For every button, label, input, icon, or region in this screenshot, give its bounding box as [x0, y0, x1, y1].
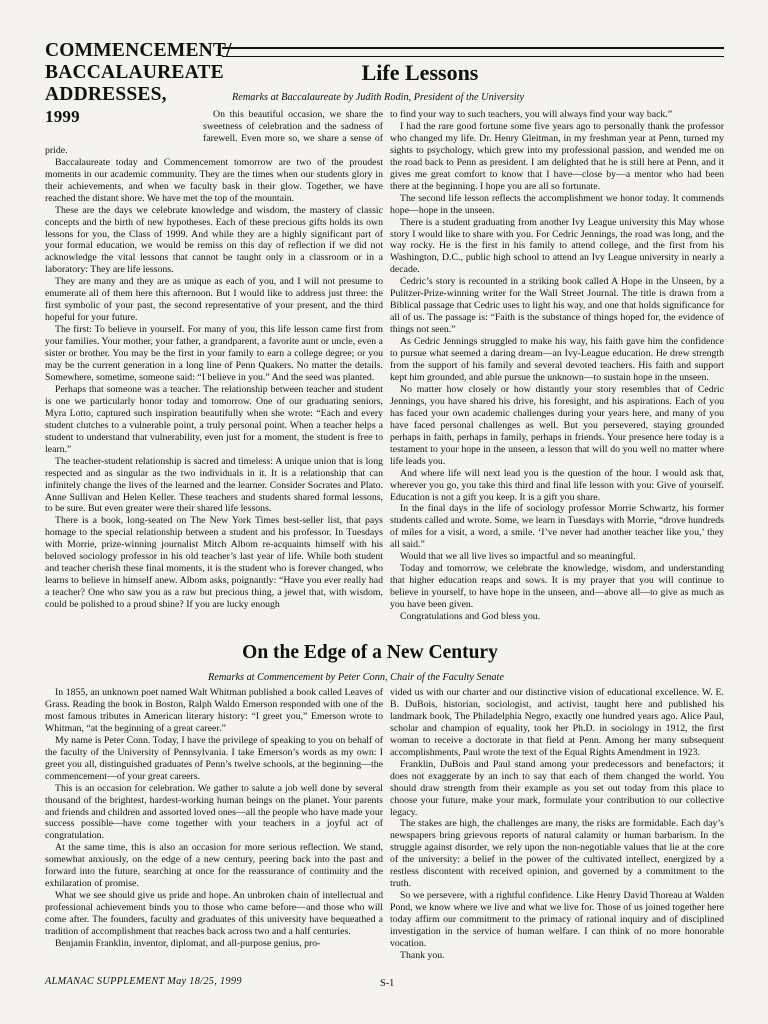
paragraph: Perhaps that someone was a teacher. The relationship between teacher and student is one we particularly honor today and tomorrow. One of our graduating seniors, Myra Lotto, captured such inspiration beautifully when she wrote: “Each and every student clutches to a vulnerable point, a truly personal point. When a teacher helps a student to understand that vulnerability, even just for a moment, the student is free to learn.”: [45, 383, 383, 455]
footer-page-number: S-1: [380, 978, 395, 989]
paragraph: Would that we all live lives so impactful and so meaningful.: [400, 551, 636, 563]
article1-column2: [390, 109, 724, 633]
paragraph: On this beautiful occasion, we share the sweetness of celebration and the sadness of farewell. Even more so, we share a sense of pride.: [45, 109, 383, 156]
paragraph: Benjamin Franklin, inventor, diplomat, and all-purpose genius, pro-: [55, 938, 321, 950]
article2-column2: [390, 687, 724, 967]
section-heading-line3: ADDRESSES,: [45, 84, 167, 105]
section-heading-line2: BACCALAUREATE: [45, 62, 224, 83]
paragraph: The stakes are high, the challenges are many, the risks are formidable. Each day’s newspapers bring grievous reports of natural calamity or human barbarism. In the struggle against disorder, we rely upon the non-negotiable values that lie at the core of the university: a belief in the power of the cultivated intellect, energized by a restless discontent with received opinion, and governed by a commitment to the truth.: [390, 818, 724, 890]
section-heading-line1: COMMENCEMENT/: [45, 40, 232, 61]
paragraph: to find your way to such teachers, you will always find your way back.”: [390, 109, 673, 120]
paragraph: I had the rare good fortune some five years ago to personally thank the professor who changed my life. Dr. Henry Gleitman, in my freshman year at Penn, turned my sights to psychology, which grew into my professional passion, and wended me on the road back to Penn as president. I am delighted that he is still here at Penn, and it gives me great comfort to know that I have—close by—a mentor who had been there at the beginning. I hope you are all so fortunate.: [390, 120, 724, 192]
paragraph: And where life will next lead you is the question of the hour. I would ask that, wherever you go, you take this third and final life lesson with you: Give of yourself. Education is not a gift you keep. It is a gift you share.: [390, 467, 724, 503]
paragraph: Today and tomorrow, we celebrate the knowledge, wisdom, and understanding that higher education reaps and sows. It is my prayer that you will continue to believe in yourself, to have hope in the unseen, and—above all—to give as much as you have been given.: [390, 563, 724, 611]
paragraph: These are the days we celebrate knowledge and wisdom, the mastery of classic concepts and the birth of new hypotheses. Each of these precious gifts holds its own lessons for you, the Class of 1999. And while they are a highly significant part of your formal education, we would be remiss on this day of reflection if we did not acknowledge the vital lessons that cannot be taught only in a classroom or in a laboratory: They are life lessons.: [45, 204, 383, 276]
paragraph: So we persevere, with a rightful confidence. Like Henry David Thoreau at Walden Pond, we know where we live and what we live for. Those of us joined together here today affirm our commitment to the primacy of rational inquiry and of disciplined investigation in the service of human welfare. I can think of no more honorable vocation.: [390, 890, 724, 950]
paragraph: As Cedric Jennings struggled to make his way, his faith gave him the confidence to pursue what seemed a daring dream—an Ivy-League education. He drew strength from the support of his family and several devoted teachers. His faith and support kept him grounded, and able pursue the unknown—to sustain hope in the unseen.: [390, 336, 724, 383]
paragraph: vided us with our charter and our distinctive vision of educational excellence. W. E. B. DuBois, historian, sociologist, and activist, taught here and published his landmark book, The Philadelphia Negro, exactly one hundred years ago. Alice Paul, scholar and champion of equality, took her Ph.D. in sociology in 1912, the first woman to receive a doctorate in that field at Penn. Among her many subsequent accomplishments, Paul wrote the text of the Equal Rights Amendment in 1923.: [390, 687, 724, 758]
paragraph: No matter how closely or how distantly your story resembles that of Cedric Jennings, you have shared his drive, his foresight, and his aspirations. Each of you has faced your own academic challenges during your years here, and many of you have faced personal challenges as well. But you persevered, staying grounded perhaps in faith, perhaps in family, perhaps in friends. Your presence here today is a testament to your hope in the unseen, a lesson that will do you well no matter where life leads you.: [390, 383, 724, 467]
footer-publication: ALMANAC SUPPLEMENT May 18/25, 1999: [45, 976, 242, 987]
heading-rule: [222, 47, 724, 57]
article1-byline: Remarks at Baccalaureate by Judith Rodin, President of the University: [232, 92, 525, 103]
article1-column1: [45, 109, 383, 633]
paragraph: The teacher-student relationship is sacred and timeless: A unique union that is long respected and as singular as the two individuals in it. It is a relationship that can infinitely change the lives of the learned and the learner. Consider Socrates and Plato. Anne Sullivan and Helen Keller. These teachers and students shared formal lessons, to be sure. But even greater were their shared life lessons.: [45, 455, 383, 515]
section-heading-year: 1999: [45, 107, 80, 126]
article1-title: Life Lessons: [361, 60, 479, 85]
article2-column1: [45, 687, 383, 967]
article2-title: On the Edge of a New Century: [242, 642, 498, 663]
paragraph: The first: To believe in yourself. For many of you, this life lesson came first from your families. Your mother, your father, a grandparent, a favorite aunt or uncle, even a sister or brother. You may be the first in your family to earn a college degree; or you may be the current generation in a long line of Penn Quakers. No matter the details. Somewhere, sometime, someone said: “I believe in you.” And the seed was planted.: [45, 324, 383, 383]
paragraph: What we see should give us pride and hope. An unbroken chain of intellectual and professional achievement binds you to those who came before—and those who will come after. The founders, faculty and graduates of this university have bequeathed a tradition of accomplishment that reaches back across two and a half centuries.: [45, 890, 383, 938]
paragraph: Thank you.: [400, 949, 445, 961]
paragraph: They are many and they are as unique as each of you, and I will not presume to enumerate all of them here this afternoon. But I would like to address just three: the first symbolic of your past, the second representative of your present, and the third hopeful for your future.: [45, 276, 383, 324]
paragraph: At the same time, this is also an occasion for more serious reflection. We stand, somewhat anxiously, on the edge of a new century, peering back into the past and forward into the future, searching at once for the reassurance of continuity and the exhilaration of promise.: [45, 842, 383, 890]
paragraph: The second life lesson reflects the accomplishment we honor today. It commends hope—hope in the unseen.: [390, 192, 724, 216]
paragraph: There is a student graduating from another Ivy League university this May whose story I would like to share with you. For Cedric Jennings, the road was long, and the way rocky. He is the first in his family to attend college, and the first from his Washington, D.C., public high school to attend an Ivy League university in nearly a decade.: [390, 216, 724, 276]
paragraph: This is an occasion for celebration. We gather to salute a job well done by several thousand of the brightest, hardest-working human beings on the planet. Your parents and friends and children and assorted loved ones—all the people who have made your success possible—have come together with your teachers in a joyful act of congratulation.: [45, 782, 383, 842]
paragraph: There is a book, long-seated on The New York Times best-seller list, that pays homage to the special relationship between a student and his professor. In Tuesdays with Morrie, prize-winning journalist Mitch Albom re-acquaints himself with his beloved sociology professor in his old teacher’s last year of life. While both student and teacher cherish these final moments, it is the student who is forever changed, who learns to believe in himself anew. Albom asks, poignantly: “Have you ever really had a teacher? One who saw you as a raw but precious thing, a jewel that, with wisdom, could be polished to a proud shine? If you are lucky enough: [45, 515, 383, 611]
paragraph: Congratulations and God bless you.: [400, 611, 541, 623]
paragraph: Franklin, DuBois and Paul stand among your predecessors and benefactors; it does not exaggerate by an inch to say that each of them changed the world. You should draw strength from their example as you set out today from this place to choose your future, make your mark, formulate your contribution to our collective legacy.: [390, 758, 724, 818]
paragraph: Baccalaureate today and Commencement tomorrow are two of the proudest moments in our academic community. They are the times when our students glory in their achievements, and when we faculty bask in their glow. Together, we have reached the distant shore. We have met the top of the mountain.: [45, 156, 383, 204]
paragraph: My name is Peter Conn. Today, I have the privilege of speaking to you on behalf of the faculty of the University of Pennsylvania. I take Emerson’s words as my own: I greet you all, distinguished graduates of Penn’s twelve schools, at the beginning—the commencement—of your great careers.: [45, 734, 383, 782]
paragraph: In the final days in the life of sociology professor Morrie Schwartz, his former students called and wrote. Some, we learn in Tuesdays with Morrie, “drove hundreds of miles for a visit, a word, a smile. ‘I’ve never had another teacher like you,’ they all said.”: [390, 503, 724, 551]
article2-byline: Remarks at Commencement by Peter Conn, Chair of the Faculty Senate: [208, 672, 504, 683]
paragraph: Cedric’s story is recounted in a striking book called A Hope in the Unseen, by a Pulitzer-Prize-winning writer for the Wall Street Journal. The title is drawn from a Biblical passage that Cedric uses to light his way, and one that holds significance for all of us. The passage is: “Faith is the substance of things hoped for, the evidence of things not seen.”: [390, 276, 724, 336]
paragraph: In 1855, an unknown poet named Walt Whitman published a book called Leaves of Grass. Reading the book in Boston, Ralph Waldo Emerson responded with one of the most famous tributes in American literary history: “I greet you,” Emerson wrote to Whitman, “at the beginning of a great career.”: [45, 687, 383, 734]
